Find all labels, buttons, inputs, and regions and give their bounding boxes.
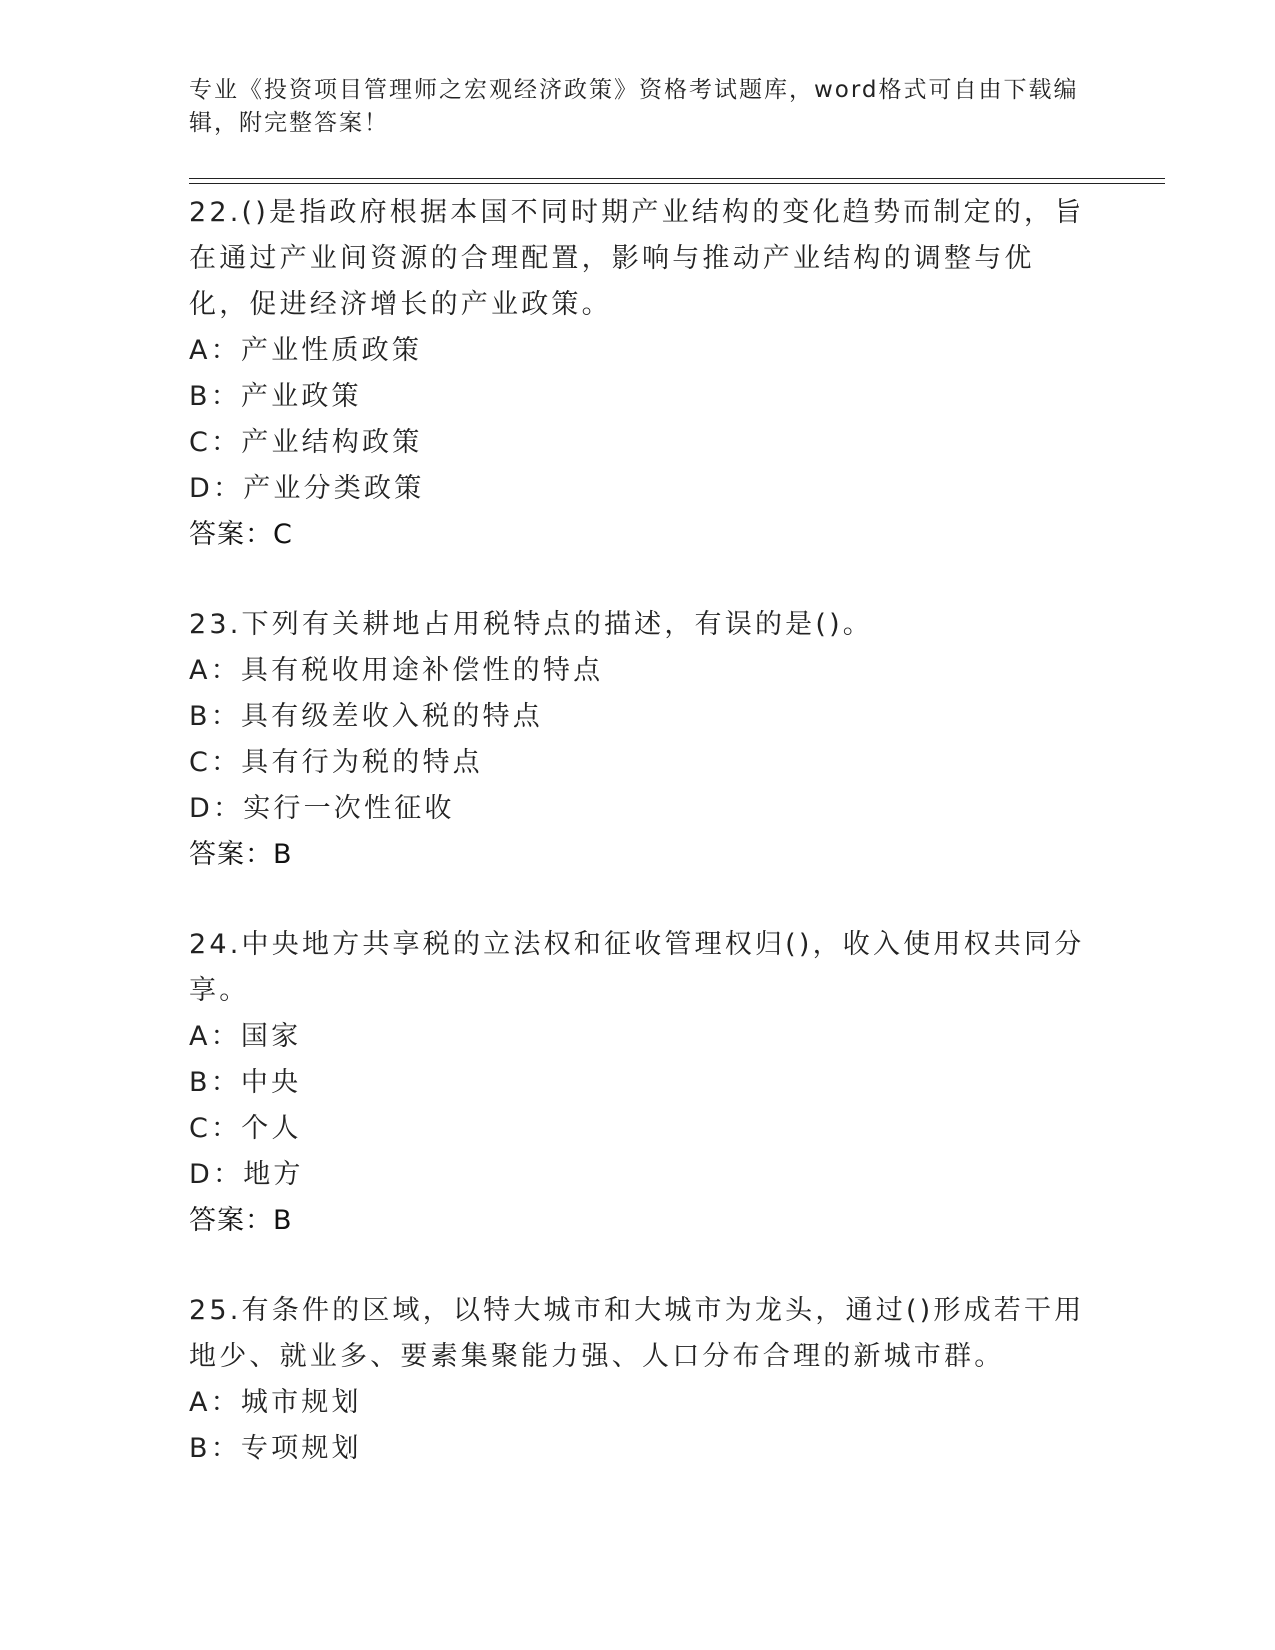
option-a: A：国家 [189,1021,302,1052]
answer-label: 答案：B [189,839,293,870]
header-divider-bottom [189,183,1165,184]
question-stem: 25.有条件的区域，以特大城市和大城市为龙头，通过()形成若干用地少、就业多、要素集聚能力强、人口分布合理的新城市群。 [189,1295,1085,1372]
answer-label: 答案：C [189,519,293,550]
document-header: 专业《投资项目管理师之宏观经济政策》资格考试题库，word格式可自由下载编辑，附完整答案！ [189,77,1079,136]
question-list [189,190,1089,1516]
question-25 [189,1288,1089,1472]
option-b: B：产业政策 [189,381,362,412]
header-divider-top [189,178,1165,179]
option-d: D：产业分类政策 [189,473,425,504]
question-stem: 22.()是指政府根据本国不同时期产业结构的变化趋势而制定的，旨在通过产业间资源的合理配置，影响与推动产业结构的调整与优化，促进经济增长的产业政策。 [189,197,1085,320]
question-23 [189,602,1089,878]
option-c: C：个人 [189,1113,302,1144]
question-stem: 23.下列有关耕地占用税特点的描述，有误的是()。 [189,609,874,640]
option-d: D：实行一次性征收 [189,793,455,824]
option-b: B：专项规划 [189,1433,362,1464]
option-b: B：中央 [189,1067,302,1098]
question-22 [189,190,1089,558]
option-a: A：具有税收用途补偿性的特点 [189,655,604,686]
option-d: D：地方 [189,1159,304,1190]
question-stem: 24.中央地方共享税的立法权和征收管理权归()，收入使用权共同分享。 [189,929,1085,1006]
option-a: A：产业性质政策 [189,335,423,366]
option-b: B：具有级差收入税的特点 [189,701,543,732]
answer-label: 答案：B [189,1205,293,1236]
option-c: C：具有行为税的特点 [189,747,483,778]
option-c: C：产业结构政策 [189,427,423,458]
option-a: A：城市规划 [189,1387,362,1418]
question-24 [189,922,1089,1244]
